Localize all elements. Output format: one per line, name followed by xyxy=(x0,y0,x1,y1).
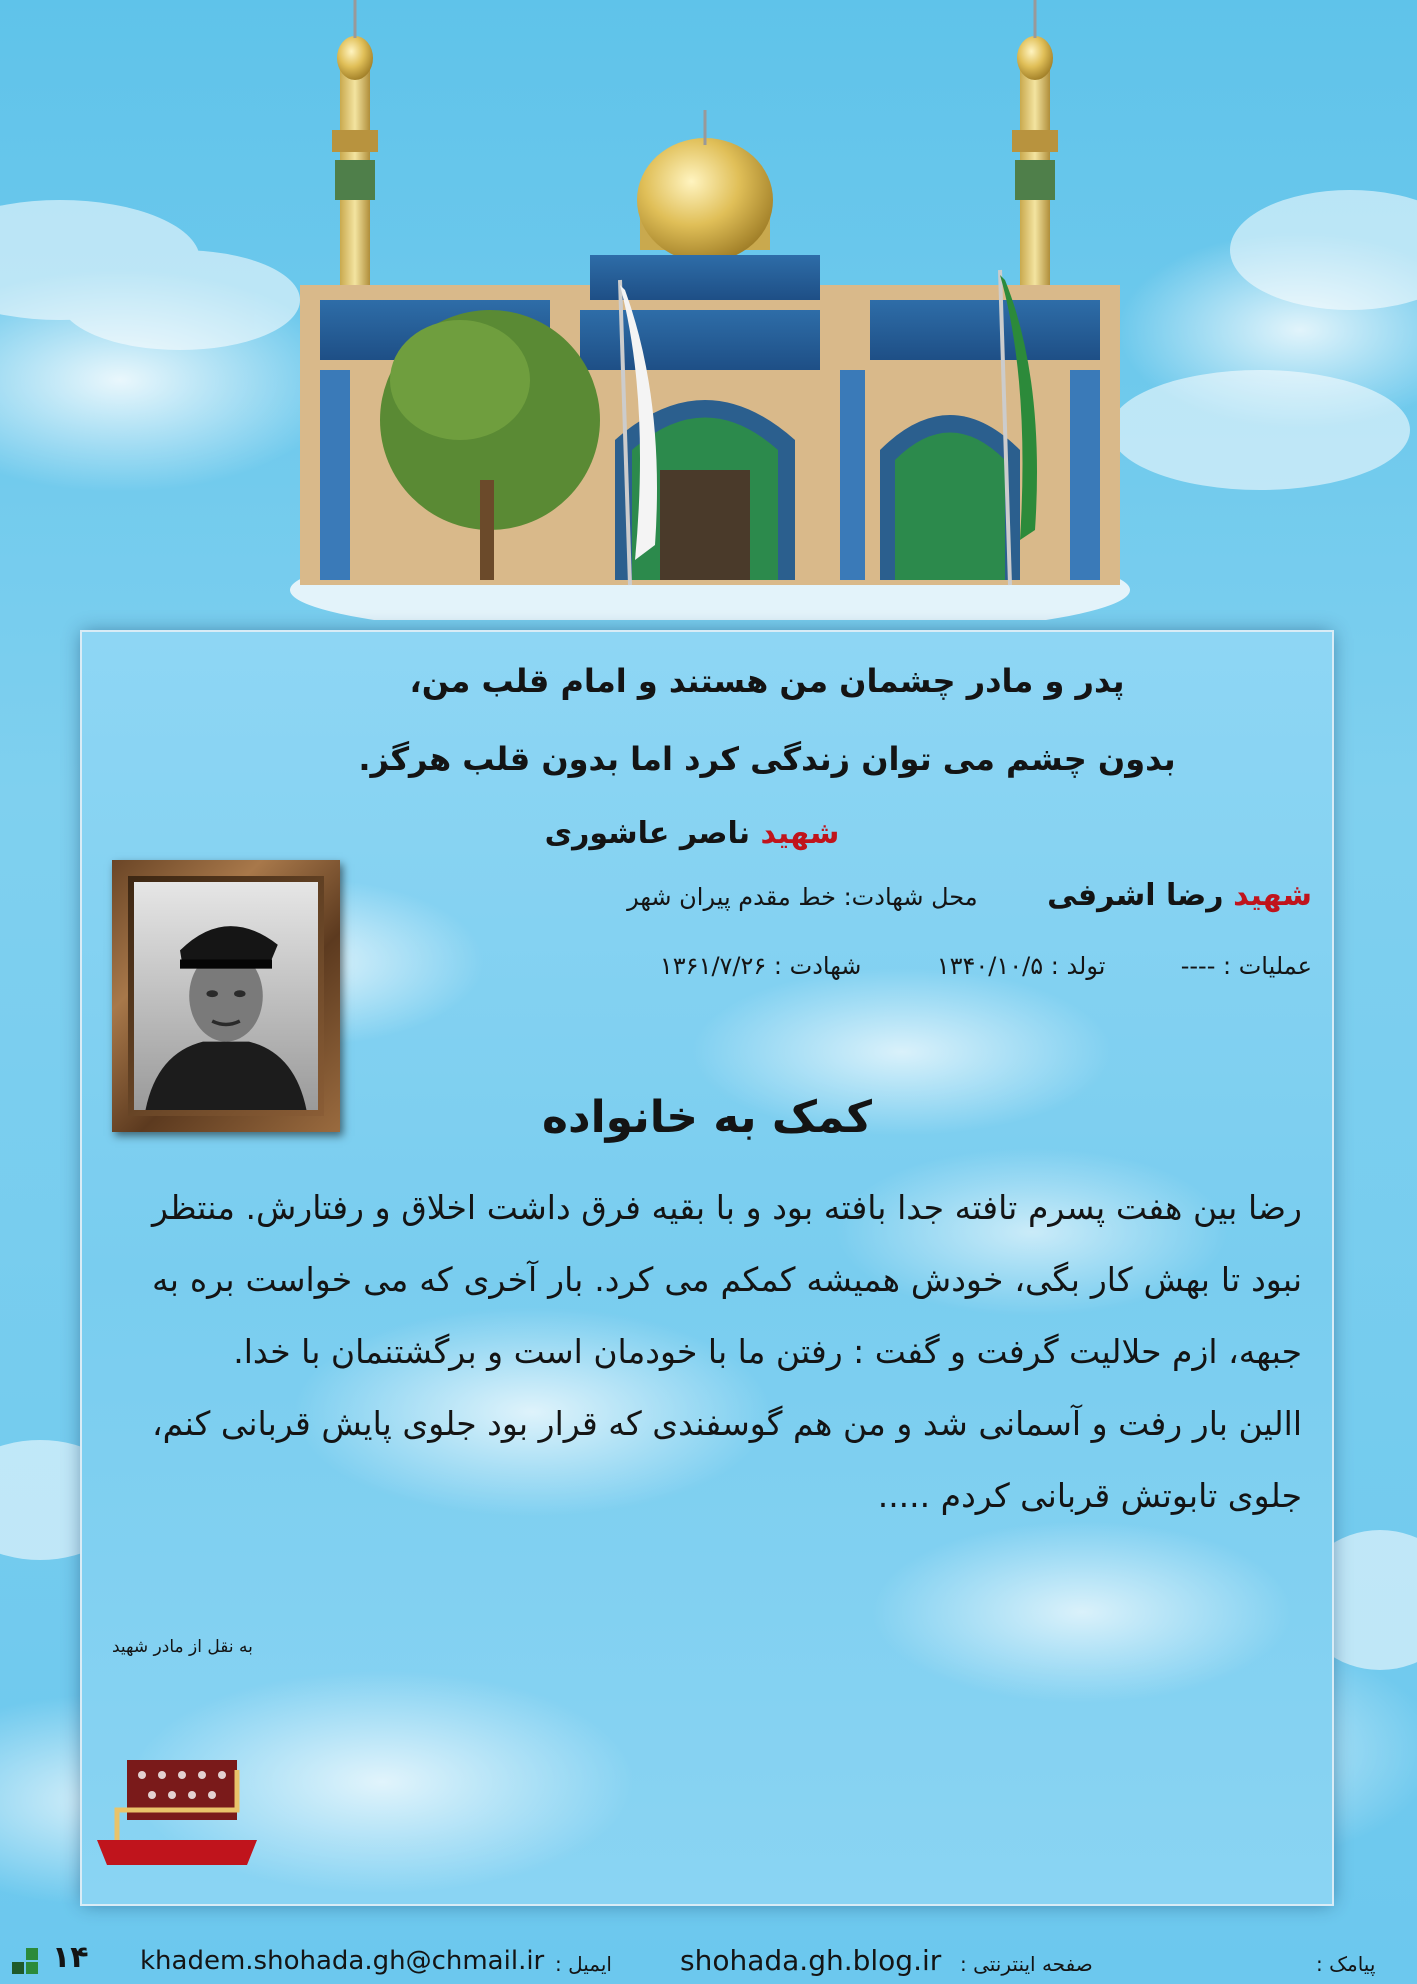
quote-author-name: ناصر عاشوری xyxy=(544,816,751,851)
martyrdom-date: شهادت : ۱۳۶۱/۷/۲۶ xyxy=(659,952,862,980)
quote-line-2: بدون چشم می توان زندگی کرد اما بدون قلب هرگز. xyxy=(358,740,1176,778)
martyr-portrait xyxy=(134,882,318,1110)
story-paragraph-2: االین بار رفت و آسمانی شد و من هم گوسفندی که قرار بود جلوی پایش قربانی کنم، جلوی تابوتش قربانی کردم ..... xyxy=(152,1404,1302,1515)
footer-sms-label: پیامک : xyxy=(1316,1952,1376,1976)
footer-site-label: صفحه اینترنتی : xyxy=(960,1952,1093,1976)
khadem-logo xyxy=(87,1750,277,1890)
story-body xyxy=(152,1172,1302,1532)
story-title: کمک به خانواده xyxy=(542,1092,872,1143)
footer-email-label: ایمیل : xyxy=(555,1952,612,1976)
martyr-name-row xyxy=(512,878,1312,913)
footer-bar xyxy=(0,1938,1417,1984)
martyrdom-place: محل شهادت: خط مقدم پیران شهر xyxy=(627,883,978,911)
story-paragraph-1: رضا بین هفت پسرم تافته جدا بافته بود و با بقیه فرق داشت اخلاق و رفتارش. منتظر نبود تا بهش کار بگی، خودش همیشه کمکم می کرد. بار آخری که می خواست بره به جبهه، ازم حلالیت گرفت و گفت : رفتن ما با خودمان است و برگشتنمان با خدا. xyxy=(152,1188,1302,1371)
footer-blog-link[interactable]: shohada.gh.blog.ir xyxy=(680,1944,942,1977)
content-panel xyxy=(82,632,1332,1904)
martyr-prefix: شهید xyxy=(1233,878,1312,913)
martyr-name: رضا اشرفی xyxy=(1047,878,1224,913)
shrine-photo xyxy=(280,0,1140,620)
quote-author-prefix: شهید xyxy=(760,816,840,851)
operation-label: عملیات : ---- xyxy=(1180,952,1312,980)
quote-line-1: پدر و مادر چشمان من هستند و امام قلب من، xyxy=(409,662,1125,700)
page-number: ۱۴ xyxy=(52,1940,89,1975)
birth-date: تولد : ۱۳۴۰/۱۰/۵ xyxy=(936,952,1106,980)
footer-email[interactable]: khadem.shohada.gh@chmail.ir xyxy=(140,1946,545,1976)
martyr-dates-row xyxy=(412,952,1312,980)
page-squares-icon xyxy=(12,1948,48,1976)
story-attribution: به نقل از مادر شهید xyxy=(112,1637,253,1657)
quote-author xyxy=(482,816,902,851)
